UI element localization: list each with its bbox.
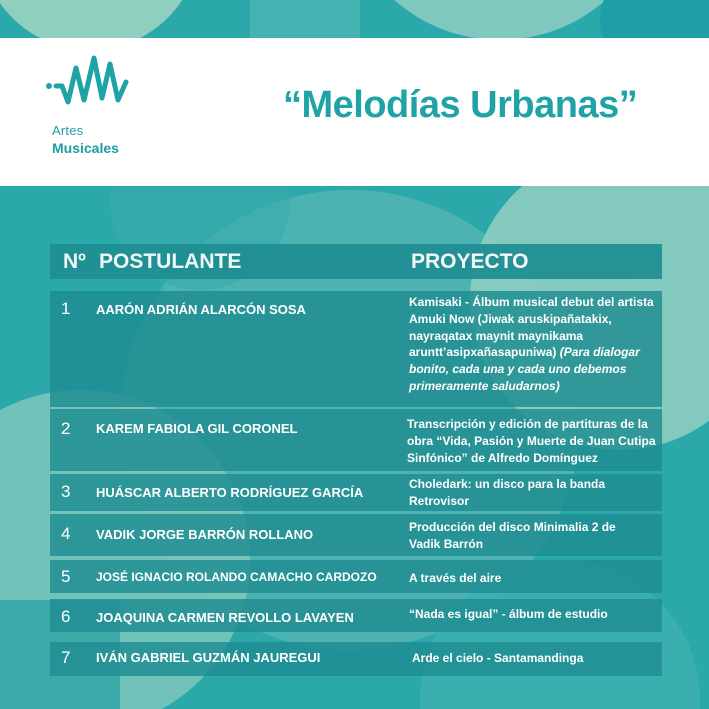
table-row <box>50 291 662 407</box>
table-row <box>50 514 662 556</box>
table-row <box>50 474 662 511</box>
table-row <box>50 642 662 676</box>
header-project: PROYECTO <box>411 250 529 273</box>
applicant-name: JOAQUINA CARMEN REVOLLO LAVAYEN <box>96 610 354 625</box>
row-number: 1 <box>61 299 71 318</box>
project-title: “Nada es igual” - álbum de estudio <box>409 607 608 621</box>
logo-text-musicales: Musicales <box>52 140 119 156</box>
table-header <box>50 244 662 279</box>
project-text: Kamisaki - Álbum musical debut del artista Amuki Now (Jiwak aruskipañatakix, nayraqatax maynit maynikama aruntt’asipxañasapuniwa) <box>409 295 654 360</box>
row-number: 2 <box>61 419 71 438</box>
applicant-name: AARÓN ADRIÁN ALARCÓN SOSA <box>96 302 306 317</box>
project-title: A través del aire <box>409 571 502 585</box>
project-title: Transcripción y edición de partituras de la obra “Vida, Pasión y Muerte de Juan Cutipa Sinfónico” de Alfredo Domínguez <box>407 417 656 465</box>
table-row <box>50 599 662 632</box>
applicant-name: IVÁN GABRIEL GUZMÁN JAUREGUI <box>96 650 321 665</box>
applicant-name: KAREM FABIOLA GIL CORONEL <box>96 421 298 436</box>
sound-wave-icon <box>44 54 144 114</box>
project-title <box>409 294 659 395</box>
project-title: Producción del disco Minimalia 2 de Vadik Barrón <box>409 520 616 551</box>
row-number: 3 <box>61 482 71 501</box>
logo-text-artes: Artes <box>52 123 84 138</box>
row-number: 5 <box>61 567 71 586</box>
header-number: Nº <box>63 250 86 273</box>
row-number: 6 <box>61 607 71 626</box>
table-row <box>50 409 662 471</box>
header-applicant: POSTULANTE <box>99 250 242 273</box>
row-number: 4 <box>61 524 71 543</box>
applicant-name: JOSÉ IGNACIO ROLANDO CAMACHO CARDOZO <box>96 570 377 584</box>
project-title: Choledark: un disco para la banda Retrovisor <box>409 477 606 508</box>
table-row <box>50 560 662 593</box>
project-title: Arde el cielo - Santamandinga <box>412 651 584 665</box>
page-title: “Melodías Urbanas” <box>283 84 638 126</box>
applicant-name: VADIK JORGE BARRÓN ROLLANO <box>96 527 314 542</box>
project-translation: (Para dialogar bonito, cada una y cada uno debemos primeramente saludarnos) <box>409 345 640 393</box>
applicant-name: HUÁSCAR ALBERTO RODRÍGUEZ GARCÍA <box>96 485 364 500</box>
row-number: 7 <box>61 648 71 667</box>
